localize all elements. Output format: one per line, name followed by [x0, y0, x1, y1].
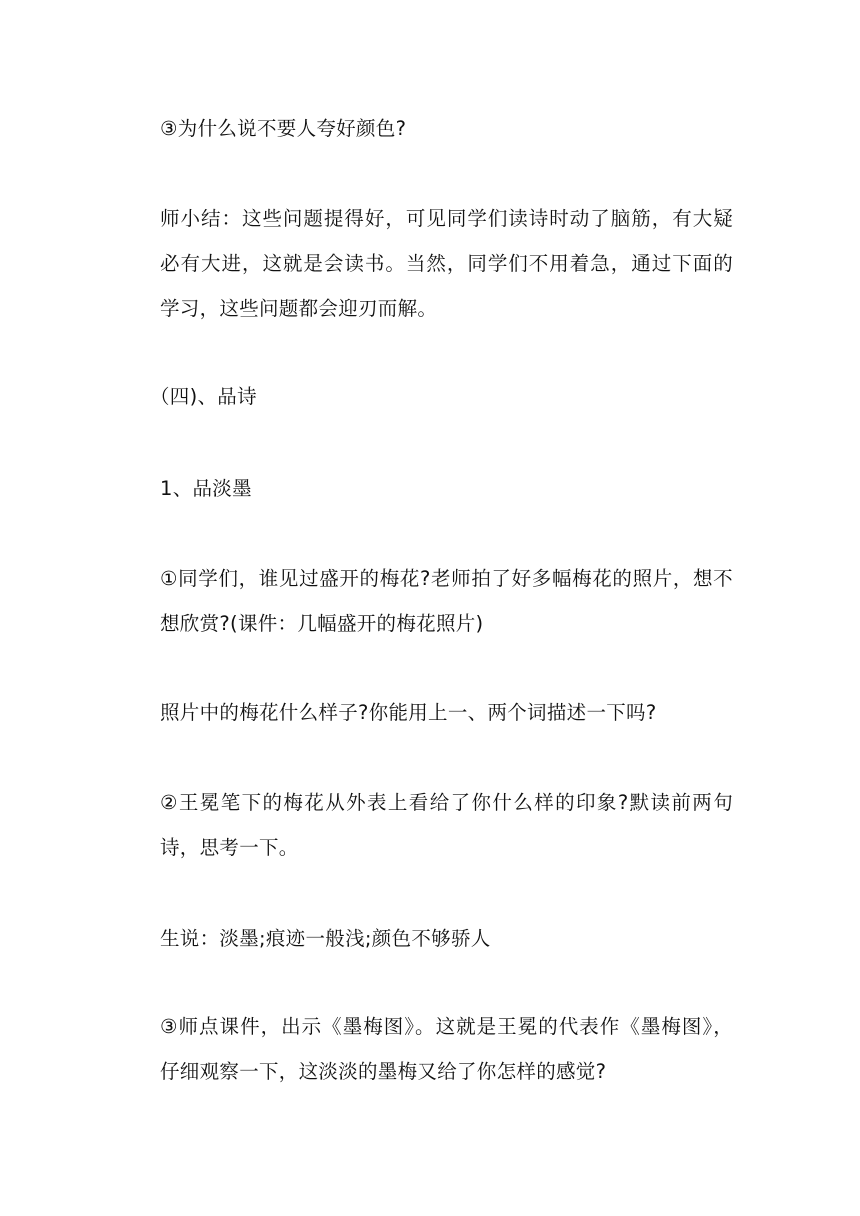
item-1-paragraph	[160, 556, 733, 646]
question-3-paragraph	[160, 106, 733, 151]
text-line: 照片中的梅花什么样子?你能用上一、两个词描述一下吗?	[160, 701, 657, 724]
text-line: ③师点课件，出示《墨梅图》。这就是王冕的代表作《墨梅图》，	[160, 1015, 733, 1038]
item-3-paragraph	[160, 1004, 733, 1094]
text-line: 想欣赏?(课件：几幅盛开的梅花照片)	[160, 612, 484, 635]
text-line: 诗，思考一下。	[160, 836, 299, 859]
section-heading-4	[150, 374, 723, 419]
subsection-heading-1	[160, 466, 733, 511]
text-line: 仔细观察一下，这淡淡的墨梅又给了你怎样的感觉?	[160, 1060, 607, 1083]
photo-question-paragraph	[160, 690, 733, 735]
teacher-summary-paragraph	[160, 196, 733, 331]
text-line: （四)、品诗	[150, 385, 257, 408]
text-line: ②王冕笔下的梅花从外表上看给了你什么样的印象?默读前两句	[160, 791, 733, 814]
text-line: 1、品淡墨	[160, 477, 252, 500]
student-answer-paragraph	[160, 916, 733, 961]
text-line: ①同学们，谁见过盛开的梅花?老师拍了好多幅梅花的照片，想不	[160, 567, 733, 590]
text-line: 必有大进，这就是会读书。当然，同学们不用着急，通过下面的	[160, 252, 733, 275]
text-line: ③为什么说不要人夸好颜色?	[160, 117, 407, 140]
item-2-paragraph	[160, 780, 733, 870]
text-line: 生说：淡墨;痕迹一般浅;颜色不够骄人	[160, 927, 491, 950]
text-line: 师小结：这些问题提得好，可见同学们读诗时动了脑筋，有大疑	[160, 207, 733, 230]
text-line: 学习，这些问题都会迎刃而解。	[160, 297, 438, 320]
